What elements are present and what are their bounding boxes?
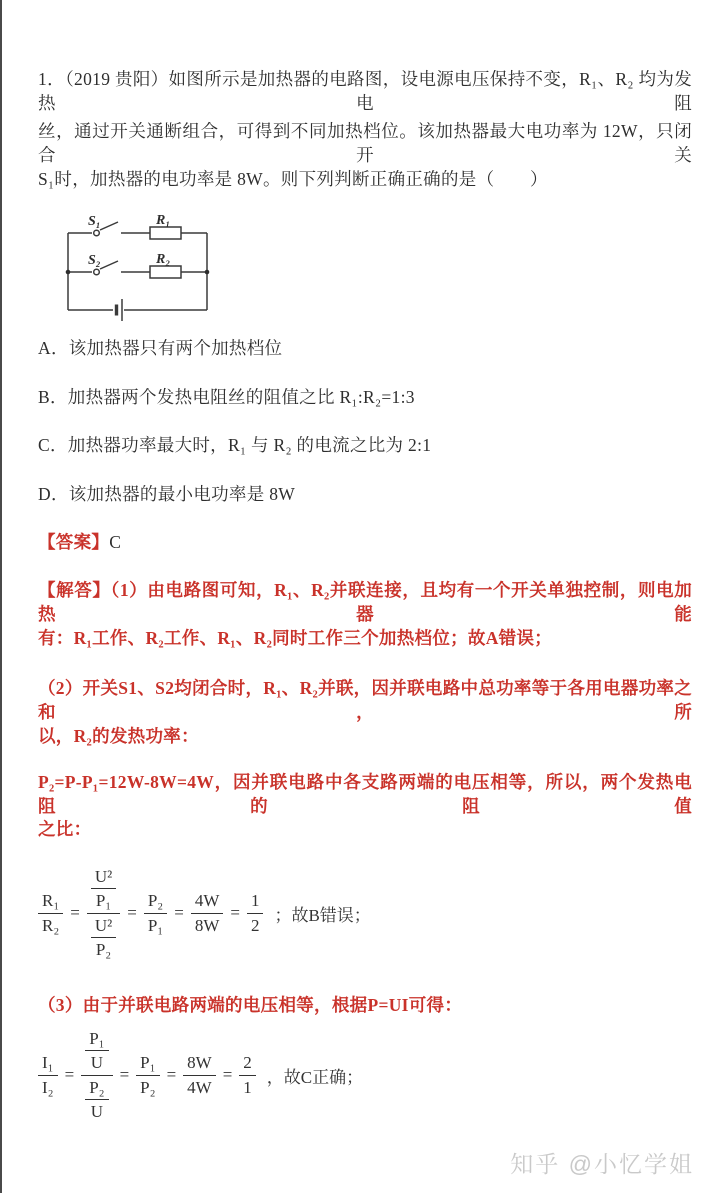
option-c: C．加热器功率最大时，R₁ 与 R₂ 的电流之比为 2:1 <box>38 435 432 455</box>
page-left-border <box>0 0 2 1193</box>
fraction-p2-p1: $\frac{\text{P₂}}{\text{P₁}}$ <box>144 890 167 936</box>
explanation-line-7: （3）由于并联电路两端的电压相等，根据P=UI可得： <box>38 995 463 1015</box>
option-d: D．该加热器的最小电功率是 8W <box>38 484 296 504</box>
fraction-i1-i2: $\frac{\text{I₁}}{\text{I₂}}$ <box>38 1052 58 1098</box>
fraction-8w-4w: $\frac{8W}{4W}$ <box>183 1052 216 1098</box>
equals-sign: = <box>70 903 80 922</box>
option-a: A．该加热器只有两个加热档位 <box>38 338 283 358</box>
equals-sign: = <box>166 1065 177 1084</box>
circuit-diagram <box>58 200 278 333</box>
explanation-line-4: 以，R₂的发热功率： <box>38 726 199 746</box>
explanation-line-5: P₂=P-P₁=12W-8W=4W，因并联电路中各支路两端的电压相等，所以，两个发热电阻的阻值 <box>38 772 692 816</box>
switch-s2-label: S₂ <box>88 253 101 268</box>
question-line-2: 丝，通过开关通断组合，可得到不同加热档位。该加热器最大电功率为 12W，只闭合开关 <box>38 121 692 165</box>
resistor-r2-label: R₂ <box>156 252 171 267</box>
formula-option-c <box>38 1028 363 1122</box>
equals-sign: = <box>127 903 137 922</box>
answer-line <box>38 530 692 554</box>
conclusion-c: ，故C正确； <box>266 1067 364 1087</box>
equals-sign: = <box>174 903 184 922</box>
explanation-line-1: 【解答】（1）由电路图可知，R₁、R₂并联连接，且均有一个开关单独控制，则电加热器能 <box>38 580 692 624</box>
fraction-1-2: $\frac{1}{2}$ <box>247 890 264 936</box>
junction-dot-right <box>205 270 210 275</box>
equals-sign: = <box>230 903 240 922</box>
fraction-u2-p1: $\frac{\text{U²}}{\text{P₁}}$ <box>91 866 116 912</box>
fraction-u2-p2: $\frac{\text{U²}}{\text{P₂}}$ <box>91 915 116 961</box>
equals-sign: = <box>119 1065 130 1084</box>
zhihu-watermark: 知乎 @小忆学姐 <box>510 1151 694 1177</box>
fraction-nested-u2p <box>87 866 120 960</box>
formula-option-b <box>38 866 371 960</box>
explanation-line-6: 之比： <box>38 819 92 839</box>
junction-dot-left <box>66 270 71 275</box>
explanation-line-2: 有：R₁工作、R₂工作、R₁、R₂同时工作三个加热档位；故A错误； <box>38 628 553 648</box>
fraction-4w-8w: $\frac{4W}{8W}$ <box>191 890 224 936</box>
equals-sign: = <box>222 1065 233 1084</box>
question-line-3: S₁时，加热器的电功率是 8W。则下列判断正确正确的是（ ） <box>38 169 548 189</box>
option-b: B．加热器两个发热电阻丝的阻值之比 R₁:R₂=1:3 <box>38 387 415 407</box>
equals-sign: = <box>64 1065 75 1084</box>
fraction-p1-p2: $\frac{\text{P₁}}{\text{P₂}}$ <box>136 1052 159 1098</box>
answer-value: C <box>109 532 122 552</box>
answer-label: 【答案】 <box>38 532 110 552</box>
question-line-1: 1．（2019 贵阳）如图所示是加热器的电路图，设电源电压保持不变，R₁、R₂ 均为发热电阻 <box>38 69 692 113</box>
fraction-nested-pu <box>81 1028 112 1122</box>
switch-s1-label: S₁ <box>88 214 101 229</box>
fraction-r1-r2: $\frac{\text{R₁}}{\text{R₂}}$ <box>38 890 63 936</box>
circuit-svg <box>58 200 278 328</box>
fraction-p1-u: $\frac{\text{P₁}}{U}$ <box>85 1028 108 1074</box>
explanation-line-3: （2）开关S1、S2均闭合时，R₁、R₂并联，因并联电路中总功率等于各用电器功率之和，所 <box>38 678 692 722</box>
fraction-2-1: $\frac{2}{1}$ <box>239 1052 256 1098</box>
resistor-r1-label: R₁ <box>156 213 171 228</box>
conclusion-b: ；故B错误； <box>274 905 371 925</box>
fraction-p2-u: $\frac{\text{P₂}}{U}$ <box>85 1077 108 1123</box>
